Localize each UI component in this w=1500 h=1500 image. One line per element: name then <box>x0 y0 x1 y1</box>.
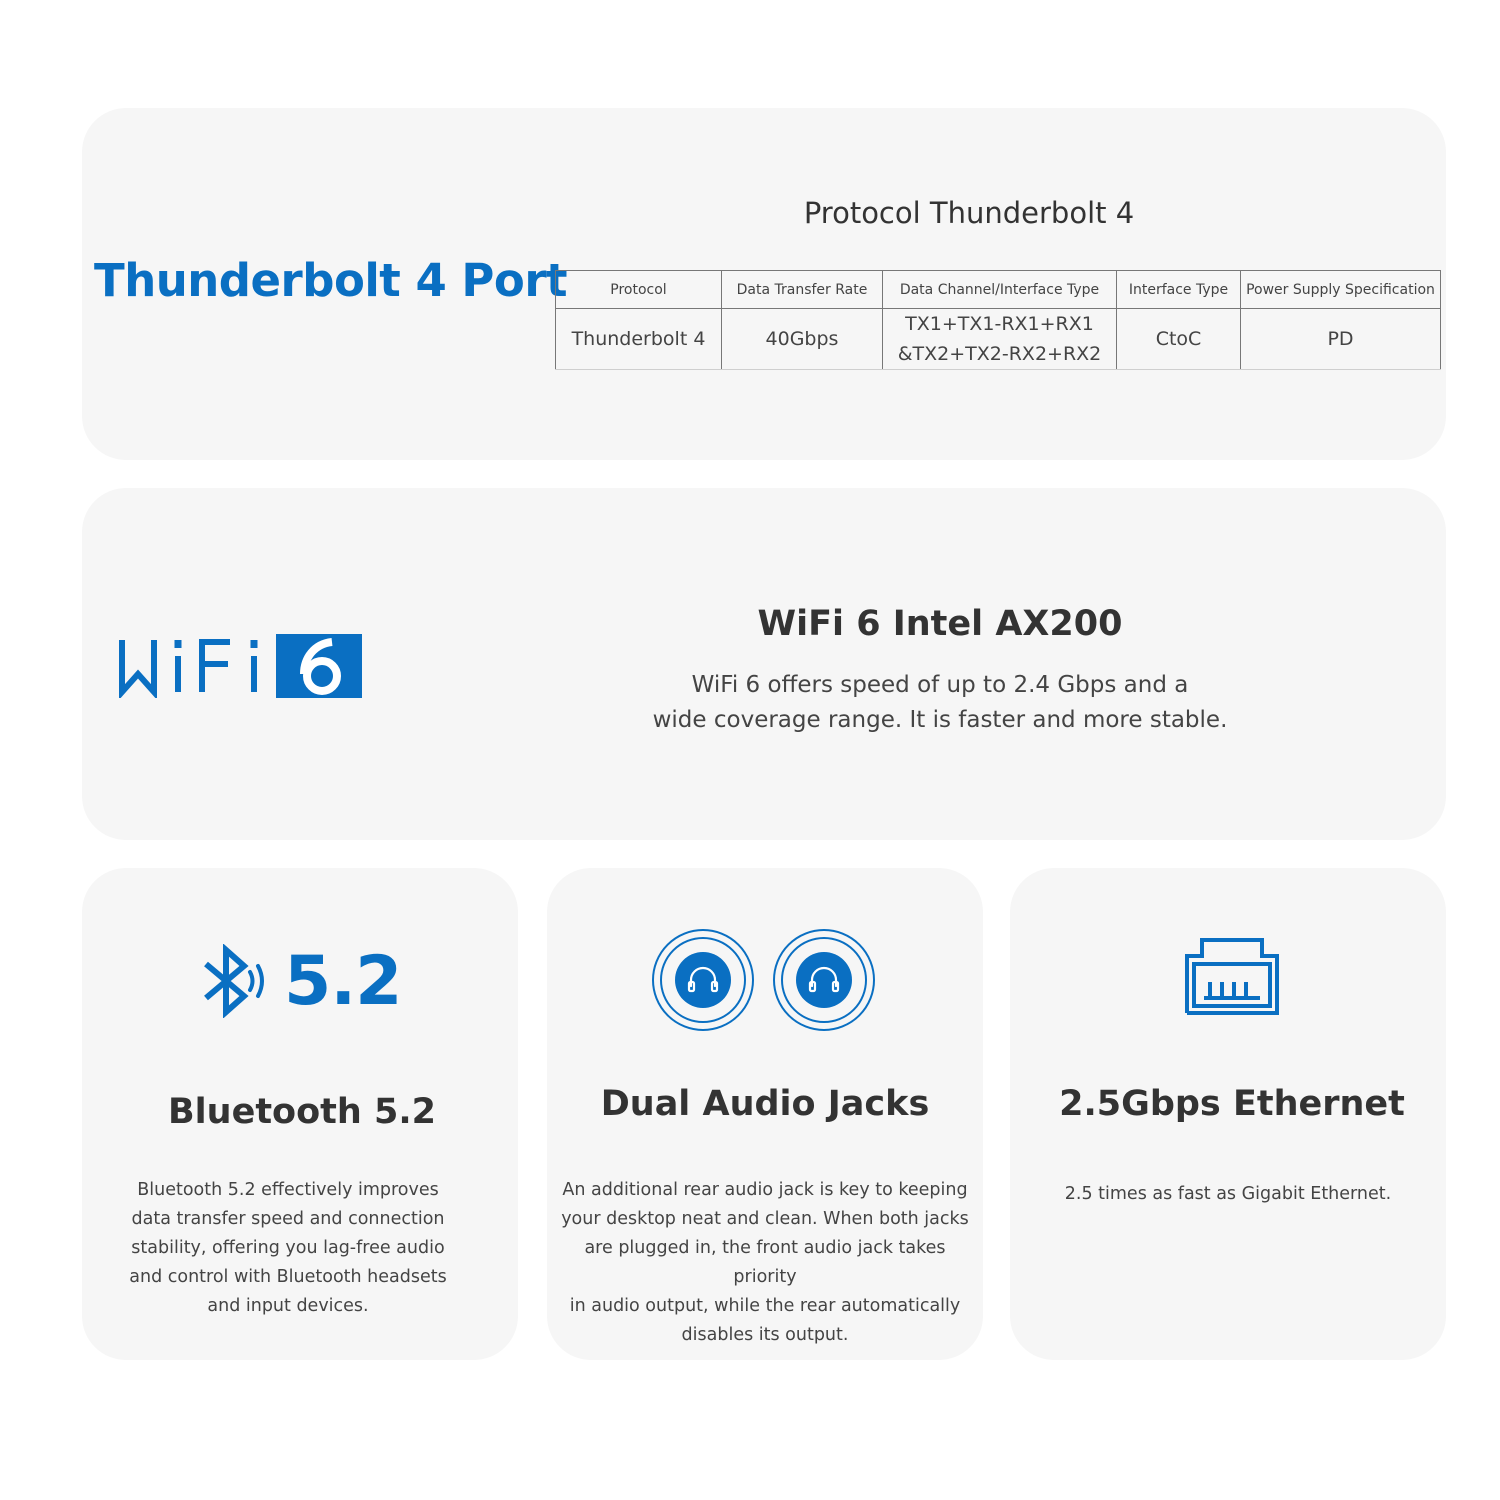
audio-desc-line: your desktop neat and clean. When both jacks <box>561 1209 969 1229</box>
header-interface: Interface Type <box>1117 271 1241 309</box>
thunderbolt-heading: Thunderbolt 4 Port <box>94 254 568 307</box>
bluetooth-desc-line: Bluetooth 5.2 effectively improves <box>137 1180 439 1200</box>
audio-desc-line: are plugged in, the front audio jack takes priority <box>584 1238 946 1287</box>
headphones-icon <box>651 928 877 1032</box>
wifi-desc-line1: WiFi 6 offers speed of up to 2.4 Gbps and a <box>691 672 1189 698</box>
table-row <box>556 309 1441 370</box>
cell-interface: CtoC <box>1117 309 1241 370</box>
wifi-6-logo-icon <box>118 634 366 698</box>
bluetooth-desc-line: data transfer speed and connection <box>131 1209 445 1229</box>
audio-card <box>547 868 983 1360</box>
ethernet-port-icon <box>1184 936 1280 1016</box>
header-protocol: Protocol <box>556 271 722 309</box>
wifi-card <box>82 488 1446 840</box>
table-header-row <box>556 271 1441 309</box>
bluetooth-card <box>82 868 518 1360</box>
audio-desc-line: An additional rear audio jack is key to keeping <box>562 1180 968 1200</box>
bluetooth-description <box>82 1176 494 1321</box>
cell-protocol: Thunderbolt 4 <box>556 309 722 370</box>
ethernet-desc-line: 2.5 times as fast as Gigabit Ethernet. <box>1064 1184 1392 1204</box>
spec-table <box>555 270 1441 370</box>
cell-power: PD <box>1241 309 1441 370</box>
bluetooth-title: Bluetooth 5.2 <box>168 1092 436 1132</box>
audio-desc-line: in audio output, while the rear automatically <box>569 1296 961 1316</box>
cell-channel <box>883 309 1117 370</box>
wifi-title: WiFi 6 Intel AX200 <box>757 604 1123 644</box>
audio-desc-line: disables its output. <box>681 1325 849 1345</box>
bluetooth-icon <box>200 944 270 1018</box>
protocol-title: Protocol Thunderbolt 4 <box>803 196 1135 230</box>
cell-channel-line2: &TX2+TX2-RX2+RX2 <box>897 343 1102 365</box>
header-rate: Data Transfer Rate <box>722 271 883 309</box>
thunderbolt-card <box>82 108 1446 460</box>
bluetooth-desc-line: and control with Bluetooth headsets <box>129 1267 447 1287</box>
cell-channel-line1: TX1+TX1-RX1+RX1 <box>905 313 1094 335</box>
wifi-description <box>560 668 1320 738</box>
bluetooth-desc-line: and input devices. <box>207 1296 369 1316</box>
audio-title: Dual Audio Jacks <box>600 1084 930 1124</box>
cell-rate: 40Gbps <box>722 309 883 370</box>
wifi-desc-line2: wide coverage range. It is faster and more stable. <box>652 707 1228 733</box>
ethernet-card <box>1010 868 1446 1360</box>
ethernet-title: 2.5Gbps Ethernet <box>1059 1084 1405 1124</box>
ethernet-description <box>1022 1180 1434 1209</box>
header-channel: Data Channel/Interface Type <box>883 271 1117 309</box>
audio-description <box>559 1176 971 1350</box>
header-power: Power Supply Specification <box>1241 271 1441 309</box>
bluetooth-version: 5.2 <box>284 942 402 1021</box>
bluetooth-desc-line: stability, offering you lag-free audio <box>131 1238 445 1258</box>
